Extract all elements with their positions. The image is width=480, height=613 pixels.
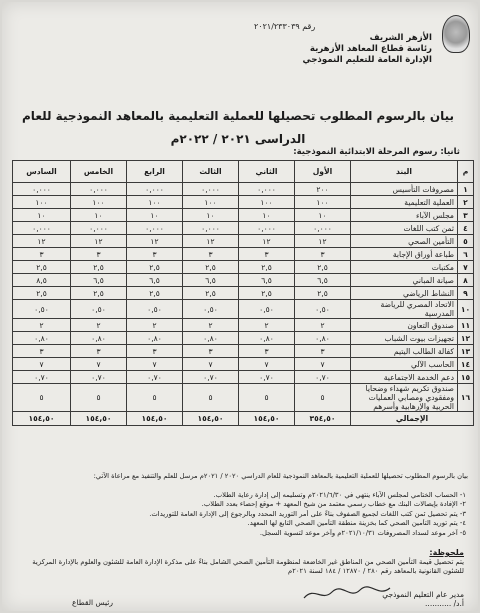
fee-cell: ٠,٨٠ bbox=[295, 332, 351, 345]
col-header: الخامس bbox=[71, 161, 127, 183]
signature-sector-head: رئيس القطاع bbox=[72, 598, 113, 607]
fee-cell: ٠,٠٠٠ bbox=[295, 222, 351, 235]
fee-cell: ٣ bbox=[13, 248, 71, 261]
row-number: ١١ bbox=[458, 319, 474, 332]
total-cell: ١٥٤,٥٠ bbox=[71, 412, 127, 426]
fee-item-label: صندوق تكريم شهداء وضحايا ومفقودي ومصابي العمليات الحربية والإرهابية وأسرهم bbox=[351, 384, 458, 412]
fee-cell: ٠,٨٠ bbox=[13, 332, 71, 345]
fee-item-label: دعم الخدمة الاجتماعية bbox=[351, 371, 458, 384]
fee-cell: ٣ bbox=[183, 345, 239, 358]
col-header: الثالث bbox=[183, 161, 239, 183]
instruction-item: ٢- الإفادة بإيصالات البنك مع خطاب رسمي معتمد من شيخ المعهد + موقع إحصاء بعدد الطلاب. bbox=[201, 500, 466, 509]
fee-item-label: صيانة المباني bbox=[351, 274, 458, 287]
row-number: ١٦ bbox=[458, 384, 474, 412]
table-row bbox=[13, 319, 474, 332]
fee-cell: ٣ bbox=[295, 345, 351, 358]
fee-cell: ٢,٥ bbox=[71, 261, 127, 274]
fee-cell: ١٠٠ bbox=[127, 196, 183, 209]
fee-item-label: العملية التعليمية bbox=[351, 196, 458, 209]
handwritten-signature-icon bbox=[302, 584, 392, 604]
fee-cell: ٦,٥ bbox=[71, 274, 127, 287]
total-cell: ١٥٤,٥٠ bbox=[183, 412, 239, 426]
observation-text: يتم تحصيل قيمة التأمين الصحي من المناطق غير الخاضعة لمنظومة التأمين الصحي الشامل بناءً على مذكرة الإدارة العامة للشئون والعلوم بالإدارة المركزية للشئون القانونية بالمعاهد رقم ٢٨٠ / ١٢٨٧٠ / ١٨٤ لسنة ٢٠٢١م bbox=[32, 558, 464, 575]
fee-item-label: الاتحاد المصري للرياضة المدرسية bbox=[351, 300, 458, 319]
fee-cell: ١٢ bbox=[183, 235, 239, 248]
fee-cell: ١٠ bbox=[239, 209, 295, 222]
fee-cell: ٢,٥ bbox=[71, 287, 127, 300]
signature-title: مدير عام التعليم النموذجي bbox=[382, 590, 464, 599]
fee-cell: ٠,٧٠ bbox=[13, 371, 71, 384]
fee-cell: ٧ bbox=[71, 358, 127, 371]
azhar-seal-icon bbox=[442, 15, 470, 53]
table-row bbox=[13, 274, 474, 287]
table-row bbox=[13, 384, 474, 412]
col-header: البند bbox=[351, 161, 458, 183]
title-line-2: الدراسى ٢٠٢١ / ٢٠٢٢م bbox=[170, 132, 306, 146]
total-cell: ١٥٤,٥٠ bbox=[239, 412, 295, 426]
row-number: ٢ bbox=[458, 196, 474, 209]
instruction-item: ٤- يتم توريد التأمين الصحي كما بخزينة منطقة التأمين الصحي التابع لها المعهد. bbox=[247, 519, 466, 528]
row-number: ٧ bbox=[458, 261, 474, 274]
fee-cell: ٢٠٠ bbox=[295, 183, 351, 196]
fee-cell: ٥ bbox=[295, 384, 351, 412]
document-title bbox=[8, 105, 468, 151]
table-header-row bbox=[13, 161, 474, 183]
row-number: ٥ bbox=[458, 235, 474, 248]
fee-cell: ١٢ bbox=[13, 235, 71, 248]
observation-heading: ملحوظة: bbox=[429, 548, 464, 557]
fee-cell: ٢,٥ bbox=[295, 261, 351, 274]
row-number: ١٠ bbox=[458, 300, 474, 319]
fee-cell: ٣ bbox=[127, 248, 183, 261]
fee-cell: ١٠ bbox=[13, 209, 71, 222]
fee-item-label: كفالة الطالب اليتيم bbox=[351, 345, 458, 358]
fee-item-label: التأمين الصحي bbox=[351, 235, 458, 248]
table-row bbox=[13, 261, 474, 274]
fee-cell: ٠,٧٠ bbox=[239, 371, 295, 384]
fee-item-label: مجلس الآباء bbox=[351, 209, 458, 222]
row-number: ٨ bbox=[458, 274, 474, 287]
letterhead-line: رئاسة قطاع المعاهد الأزهرية bbox=[309, 44, 432, 54]
fee-cell: ١٢ bbox=[127, 235, 183, 248]
fee-cell: ٣ bbox=[13, 345, 71, 358]
fee-cell: ٠,٠٠٠ bbox=[239, 183, 295, 196]
fee-cell: ٠,٥٠ bbox=[71, 300, 127, 319]
fee-cell: ٠,٠٠٠ bbox=[71, 183, 127, 196]
fee-cell: ٥ bbox=[239, 384, 295, 412]
fee-cell: ١٠٠ bbox=[295, 196, 351, 209]
fee-cell: ١٠ bbox=[183, 209, 239, 222]
signature-name: أ.د/ ........... bbox=[425, 599, 464, 608]
fee-cell: ٢,٥ bbox=[13, 287, 71, 300]
fee-item-label: تجهيزات بيوت الشباب bbox=[351, 332, 458, 345]
col-header: م bbox=[458, 161, 474, 183]
fee-cell: ٢ bbox=[183, 319, 239, 332]
letterhead-line: الإدارة العامة للتعليم النموذجي bbox=[302, 55, 432, 65]
fee-cell: ٠,٧٠ bbox=[127, 371, 183, 384]
document-page bbox=[2, 2, 478, 611]
col-header: الرابع bbox=[127, 161, 183, 183]
fee-cell: ٢,٥ bbox=[183, 261, 239, 274]
fee-cell: ٢ bbox=[13, 319, 71, 332]
fee-cell: ٧ bbox=[183, 358, 239, 371]
fee-cell: ٥ bbox=[127, 384, 183, 412]
fee-cell: ٨,٥ bbox=[13, 274, 71, 287]
instructions-list bbox=[16, 491, 466, 538]
fee-cell: ٢,٥ bbox=[239, 261, 295, 274]
fee-cell: ٦,٥ bbox=[295, 274, 351, 287]
fee-cell: ٠,٠٠٠ bbox=[127, 183, 183, 196]
fee-cell: ٠,٠٠٠ bbox=[183, 183, 239, 196]
fee-cell: ٠,٠٠٠ bbox=[13, 222, 71, 235]
fee-cell: ١٠٠ bbox=[71, 196, 127, 209]
col-header: السادس bbox=[13, 161, 71, 183]
fee-cell: ٥ bbox=[71, 384, 127, 412]
fee-cell: ٠,٠٠٠ bbox=[127, 222, 183, 235]
fee-cell: ٣ bbox=[71, 248, 127, 261]
table-row bbox=[13, 222, 474, 235]
fee-cell: ٥ bbox=[13, 384, 71, 412]
total-cell: ٣٥٤,٥٠ bbox=[295, 412, 351, 426]
fee-cell: ٠,٥٠ bbox=[295, 300, 351, 319]
fee-item-label: صندوق التعاون bbox=[351, 319, 458, 332]
reference-number: رقم ٢٠٢١/٢٣٣٠٣٩ bbox=[254, 22, 316, 31]
fee-cell: ١٠٠ bbox=[239, 196, 295, 209]
fee-cell: ٢,٥ bbox=[239, 287, 295, 300]
fee-cell: ٢ bbox=[127, 319, 183, 332]
table-row bbox=[13, 196, 474, 209]
fee-cell: ٠,٨٠ bbox=[239, 332, 295, 345]
fee-cell: ٧ bbox=[127, 358, 183, 371]
fee-cell: ٢,٥ bbox=[183, 287, 239, 300]
total-label: الإجمالي bbox=[351, 412, 474, 426]
fee-cell: ٣ bbox=[239, 248, 295, 261]
table-row bbox=[13, 358, 474, 371]
fee-item-label: ثمن كتب اللغات bbox=[351, 222, 458, 235]
row-number: ١٢ bbox=[458, 332, 474, 345]
fee-cell: ٠,٨٠ bbox=[71, 332, 127, 345]
fee-cell: ١٠ bbox=[295, 209, 351, 222]
fee-cell: ٢,٥ bbox=[127, 261, 183, 274]
fee-cell: ٠,٨٠ bbox=[127, 332, 183, 345]
fee-item-label: النشاط الرياضي bbox=[351, 287, 458, 300]
total-cell: ١٥٤,٥٠ bbox=[127, 412, 183, 426]
table-row bbox=[13, 287, 474, 300]
col-header: الأول bbox=[295, 161, 351, 183]
instruction-item: ٥- آخر موعد لسداد المصروفات ٢٠٢١/١٠/٣١م وآخر موعد لتسوية السجل. bbox=[259, 528, 466, 537]
fee-cell: ٣ bbox=[127, 345, 183, 358]
fee-cell: ٠,٠٠٠ bbox=[183, 222, 239, 235]
fees-table bbox=[12, 160, 474, 426]
fee-cell: ٦,٥ bbox=[183, 274, 239, 287]
row-number: ٤ bbox=[458, 222, 474, 235]
row-number: ٣ bbox=[458, 209, 474, 222]
fee-cell: ١٠٠ bbox=[13, 196, 71, 209]
col-header: الثاني bbox=[239, 161, 295, 183]
row-number: ١ bbox=[458, 183, 474, 196]
fee-cell: ٣ bbox=[239, 345, 295, 358]
instruction-item: ٣- يتم تحصيل ثمن كتب اللغات لجميع الصفوف بناءً على أمر التوريد المحدد وبالرجوع إلى الإدارة العامة للتوريدات. bbox=[149, 509, 466, 518]
table-row bbox=[13, 300, 474, 319]
table-row bbox=[13, 345, 474, 358]
fee-cell: ٠,٥٠ bbox=[239, 300, 295, 319]
fee-cell: ١٠٠ bbox=[183, 196, 239, 209]
title-line-1: بيان بالرسوم المطلوب تحصيلها للعملية التعليمية بالمعاهد النموذجية للعام bbox=[22, 109, 454, 123]
table-row bbox=[13, 209, 474, 222]
fee-cell: ٣ bbox=[183, 248, 239, 261]
fee-item-label: طباعة أوراق الإجابة bbox=[351, 248, 458, 261]
row-number: ١٤ bbox=[458, 358, 474, 371]
fee-cell: ٥ bbox=[183, 384, 239, 412]
fee-cell: ٢,٥ bbox=[295, 287, 351, 300]
fee-cell: ٠,٥٠ bbox=[127, 300, 183, 319]
fee-item-label: الحاسب الآلي bbox=[351, 358, 458, 371]
fee-cell: ٢,٥ bbox=[13, 261, 71, 274]
fee-cell: ٠,٠٠٠ bbox=[71, 222, 127, 235]
fee-cell: ٧ bbox=[295, 358, 351, 371]
table-total-row bbox=[13, 412, 474, 426]
fee-cell: ١٠ bbox=[127, 209, 183, 222]
fee-cell: ٠,٥٠ bbox=[183, 300, 239, 319]
fee-cell: ٣ bbox=[71, 345, 127, 358]
fee-cell: ٦,٥ bbox=[127, 274, 183, 287]
fee-cell: ٠,٧٠ bbox=[71, 371, 127, 384]
table-row bbox=[13, 371, 474, 384]
row-number: ٩ bbox=[458, 287, 474, 300]
instruction-item: ١- الحساب الختامي لمجلس الآباء ينتهي في ٢٠٢١/٦/٣٠م وتسليمه إلى إدارة رعاية الطلاب. bbox=[213, 491, 466, 499]
fee-item-label: مكتبات bbox=[351, 261, 458, 274]
fee-cell: ٠,٧٠ bbox=[183, 371, 239, 384]
fee-cell: ٧ bbox=[13, 358, 71, 371]
fee-cell: ١٢ bbox=[239, 235, 295, 248]
note-paragraph: بيان بالرسوم المطلوب تحصيلها للعملية التعليمية بالمعاهد النموذجية للعام الدراسي ٢٠٢٠ / ٢٠٢١م مرسل للعلم والتنفيذ مع مراعاة الآتي: bbox=[93, 472, 468, 480]
table-row bbox=[13, 332, 474, 345]
fee-cell: ٢ bbox=[239, 319, 295, 332]
fee-cell: ٢ bbox=[295, 319, 351, 332]
section-subtitle: ثانيا: رسوم المرحلة الابتدائية النموذجية: bbox=[293, 147, 460, 157]
row-number: ٦ bbox=[458, 248, 474, 261]
fee-cell: ٦,٥ bbox=[239, 274, 295, 287]
row-number: ١٥ bbox=[458, 371, 474, 384]
row-number: ١٣ bbox=[458, 345, 474, 358]
fee-cell: ٢,٥ bbox=[127, 287, 183, 300]
table-row bbox=[13, 183, 474, 196]
fee-item-label: مصروفات التأسيس bbox=[351, 183, 458, 196]
fee-cell: ٠,٨٠ bbox=[183, 332, 239, 345]
letterhead bbox=[303, 33, 432, 66]
table-row bbox=[13, 235, 474, 248]
fee-cell: ٠,٠٠٠ bbox=[13, 183, 71, 196]
letterhead-line: الأزهر الشريف bbox=[369, 33, 432, 43]
fee-cell: ١٢ bbox=[295, 235, 351, 248]
table-row bbox=[13, 248, 474, 261]
fee-cell: ١٠ bbox=[71, 209, 127, 222]
fee-cell: ٧ bbox=[239, 358, 295, 371]
fee-cell: ٣ bbox=[295, 248, 351, 261]
fee-cell: ١٢ bbox=[71, 235, 127, 248]
total-cell: ١٥٤,٥٠ bbox=[13, 412, 71, 426]
fee-cell: ٠,٧٠ bbox=[295, 371, 351, 384]
fee-cell: ٠,٥٠ bbox=[13, 300, 71, 319]
fee-cell: ٠,٠٠٠ bbox=[239, 222, 295, 235]
fee-cell: ٢ bbox=[71, 319, 127, 332]
